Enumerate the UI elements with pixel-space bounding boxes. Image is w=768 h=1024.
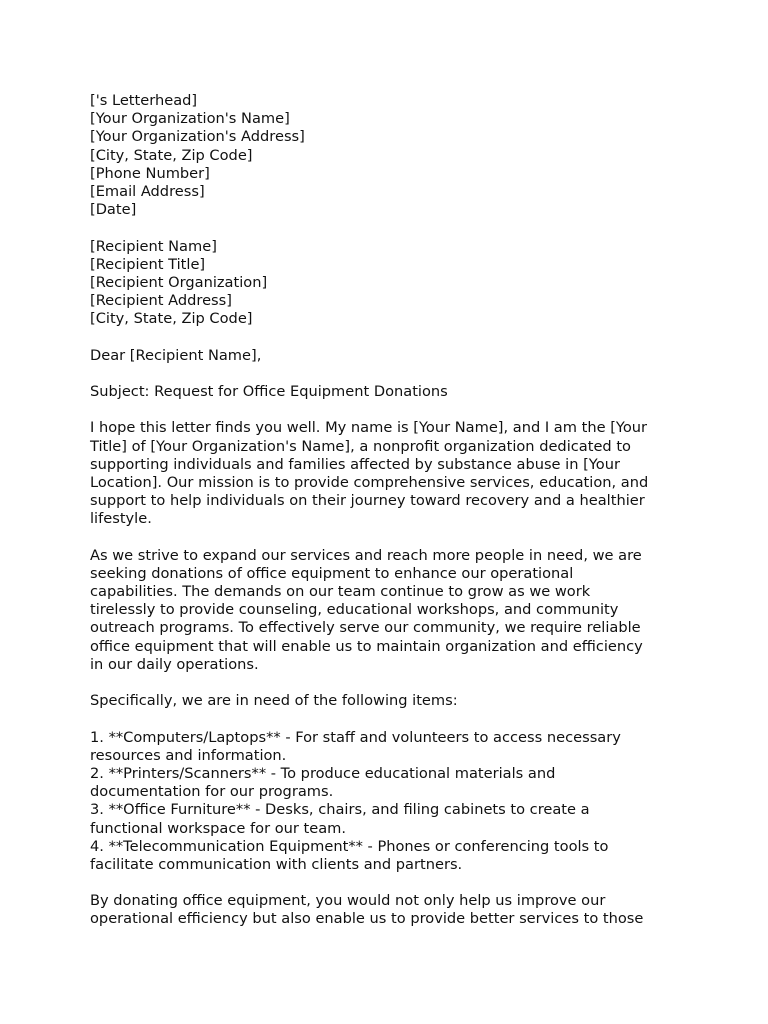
list-item-furniture: 3. **Office Furniture** - Desks, chairs, and filing cabinets to create a [90, 801, 590, 819]
subject [90, 383, 680, 401]
organization-address-line: [Your Organization's Address] [90, 128, 305, 146]
paragraph-line: in our daily operations. [90, 655, 259, 673]
paragraph-line: seeking donations of office equipment to enhance our operational [90, 564, 574, 582]
list-item-printers: 2. **Printers/Scanners** - To produce educational materials and [90, 764, 556, 782]
intro-paragraph [90, 419, 680, 528]
list-item-furniture-cont: functional workspace for our team. [90, 819, 347, 837]
list-item-printers-cont: documentation for our programs. [90, 783, 334, 801]
paragraph-line: supporting individuals and families affected by substance abuse in [Your [90, 455, 620, 473]
list-item-telecom: 4. **Telecommunication Equipment** - Phones or conferencing tools to [90, 837, 609, 855]
salutation-line: Dear [Recipient Name], [90, 346, 262, 364]
sender-block [90, 92, 680, 219]
recipient-title-line: [Recipient Title] [90, 255, 206, 273]
paragraph-line: As we strive to expand our services and reach more people in need, we are [90, 546, 642, 564]
list-item-computers: 1. **Computers/Laptops** - For staff and volunteers to access necessary [90, 728, 621, 746]
paragraph-line: Title] of [Your Organization's Name], a nonprofit organization dedicated to [90, 437, 631, 455]
paragraph-line: lifestyle. [90, 510, 152, 528]
equipment-list [90, 729, 680, 875]
paragraph-line: operational efficiency but also enable us to provide better services to those [90, 910, 644, 928]
subject-line: Subject: Request for Office Equipment Donations [90, 383, 448, 400]
email-address-line: [Email Address] [90, 182, 205, 200]
letterhead-line: ['s Letterhead] [90, 92, 198, 109]
sender-city-line: [City, State, Zip Code] [90, 146, 253, 164]
recipient-city-line: [City, State, Zip Code] [90, 310, 253, 328]
needs-paragraph [90, 547, 680, 674]
paragraph-line: office equipment that will enable us to maintain organization and efficiency [90, 637, 643, 655]
phone-number-line: [Phone Number] [90, 164, 210, 182]
organization-name-line: [Your Organization's Name] [90, 110, 290, 128]
paragraph-line: Specifically, we are in need of the following items: [90, 692, 458, 710]
closing-paragraph [90, 892, 680, 928]
recipient-organization-line: [Recipient Organization] [90, 273, 268, 291]
salutation [90, 347, 680, 365]
recipient-block [90, 238, 680, 329]
paragraph-line: By donating office equipment, you would not only help us improve our [90, 892, 606, 910]
items-intro-paragraph [90, 692, 680, 710]
paragraph-line: capabilities. The demands on our team continue to grow as we work [90, 583, 591, 601]
paragraph-line: tirelessly to provide counseling, educational workshops, and community [90, 601, 619, 619]
date-line: [Date] [90, 201, 137, 219]
recipient-name-line: [Recipient Name] [90, 237, 217, 255]
paragraph-line: I hope this letter finds you well. My name is [Your Name], and I am the [Your [90, 419, 648, 437]
paragraph-line: Location]. Our mission is to provide comprehensive services, education, and [90, 473, 649, 491]
list-item-computers-cont: resources and information. [90, 746, 287, 764]
list-item-telecom-cont: facilitate communication with clients and partners. [90, 855, 463, 873]
paragraph-line: support to help individuals on their journey toward recovery and a healthier [90, 492, 645, 510]
paragraph-line: outreach programs. To effectively serve our community, we require reliable [90, 619, 641, 637]
recipient-address-line: [Recipient Address] [90, 292, 232, 310]
letter-page [90, 92, 680, 947]
